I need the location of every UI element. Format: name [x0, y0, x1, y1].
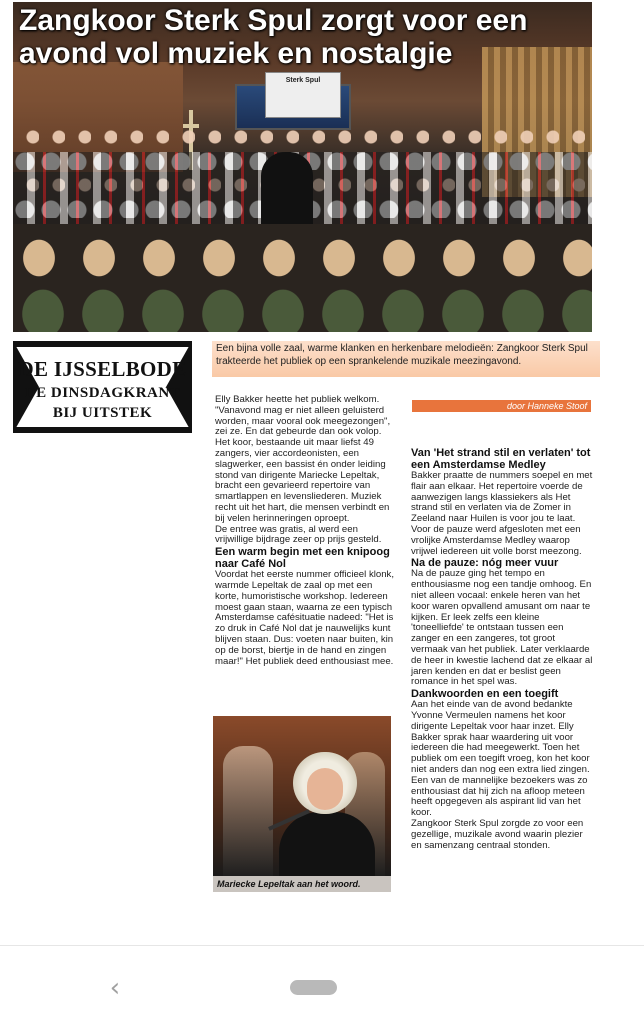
home-pill-button[interactable]	[290, 980, 337, 995]
paragraph: Bakker praatte de nummers soepel en met flair aan elkaar. Het repertoire voerde de aanwezigen langs klassiekers als Het strand stil en verlaten via de Zomer in Zeeland naar Huilen is voor jou te laat.	[411, 470, 593, 525]
subheading: Dankwoorden en een toegift	[411, 688, 559, 701]
paragraph: Het koor, bestaande uit maar liefst 49 zangers, vier accordeonisten, een slagwerker, een bassist én onder leiding stond van dirigente Mariecke Lepeltak, bracht een gevarieerd repertoire van smartlappen en levensliederen. Muziek recht uit het hart, die mensen verbindt en bij velen herinneringen oproept.	[215, 437, 390, 524]
paragraph: Aan het einde van de avond bedankte Yvonne Vermeulen namens het koor dirigente Lepeltak voor haar inzet. Elly Bakker sprak haar waardering uit voor iedereen die had meegewerkt. Toen het publiek om een toegift vroeg, kon het koor niet anders dan nog een extra lied zingen. Een van de mannelijke bezoekers was zo enthousiast dat hij zich na afloop meteen heeft opgegeven als aspirant lid van het koor.	[411, 699, 590, 819]
paragraph: Zangkoor Sterk Spul zorgde zo voor een gezellige, muzikale avond waarin plezier en samenzang centraal stonden.	[411, 817, 584, 851]
subheading: Van 'Het strand stil en verlaten' tot een Amsterdamse Medley	[411, 447, 591, 471]
logo-title: DE IJSSELBODE	[18, 357, 187, 381]
conductor-photo	[213, 716, 391, 876]
subheading: Na de pauze: nóg meer vuur	[411, 557, 559, 570]
paragraph: Na de pauze ging het tempo en enthousiasme nog een tandje omhoog. En niet alleen vocaal: enkele heren van het koor waren opvallend amusant om naar te kijken. Er leek zelfs een kleine 'toneelliefde' te ontstaan tussen een zanger en een zangeres, tot groot vermaak van het publiek. Later verklaarde de heer in kwestie lachend dat ze elkaar al jaren kenden en dat er beslist geen romance in het spel was.	[411, 568, 593, 688]
article-lead: Een bijna volle zaal, warme klanken en herkenbare melodieën: Zangkoor Sterk Spul trakteerde het publiek op een sprankelende muzikale meezingavond.	[212, 341, 600, 377]
paragraph: Voor de pauze werd afgesloten met een vrolijke Amsterdamse Medley waarop vrijwel iedereen uit volle borst meezong.	[411, 523, 582, 557]
hero-audience	[13, 224, 592, 332]
newspaper-logo	[13, 341, 192, 433]
paragraph: Voordat het eerste nummer officieel klonk, warmde Lepeltak de zaal op met een korte, humoristische workshop. Iedereen moest gaan staan, waarna ze een typisch Amsterdamse cafésituatie nadeed: "Het is zo druk in Café Nol dat je nauwelijks kunt blijven staan. Dus: voeten naar buiten, kin op de borst, biertje in de hand en zingen maar!" Het publiek deed enthousiast mee.	[215, 569, 395, 667]
hero-photo	[13, 2, 592, 332]
paragraph: Elly Bakker heette het publiek welkom. "Vanavond mag er niet alleen geluisterd worden, maar vooral ook meegezongen", zei ze. En dat gebeurde dan ook volop.	[215, 394, 391, 438]
photo-background-singer	[223, 746, 273, 876]
logo-subtitle: DE DINSDAGKRANT	[24, 385, 181, 401]
logo-tagline: BIJ UITSTEK	[52, 405, 153, 421]
hero-choir-banner: Sterk Spul	[265, 72, 341, 118]
paragraph: De entree was gratis, al werd een vrijwillige bijdrage zeer op prijs gesteld.	[215, 523, 382, 546]
logo-bar-bottom	[13, 427, 192, 433]
article-column-1	[215, 395, 395, 667]
nav-divider	[0, 945, 644, 946]
byline: door Hanneke Stoof	[412, 400, 591, 412]
article-headline: Zangkoor Sterk Spul zorgt voor een avond vol muziek en nostalgie	[19, 4, 528, 70]
photo-caption: Mariecke Lepeltak aan het woord.	[213, 876, 391, 892]
photo-conductor-face	[307, 768, 343, 810]
back-chevron-icon[interactable]: ‹	[109, 973, 121, 1003]
photo-conductor-body	[279, 812, 375, 876]
subheading: Een warm begin met een knipoog naar Café Nol	[215, 546, 390, 571]
article-column-2	[411, 447, 594, 851]
